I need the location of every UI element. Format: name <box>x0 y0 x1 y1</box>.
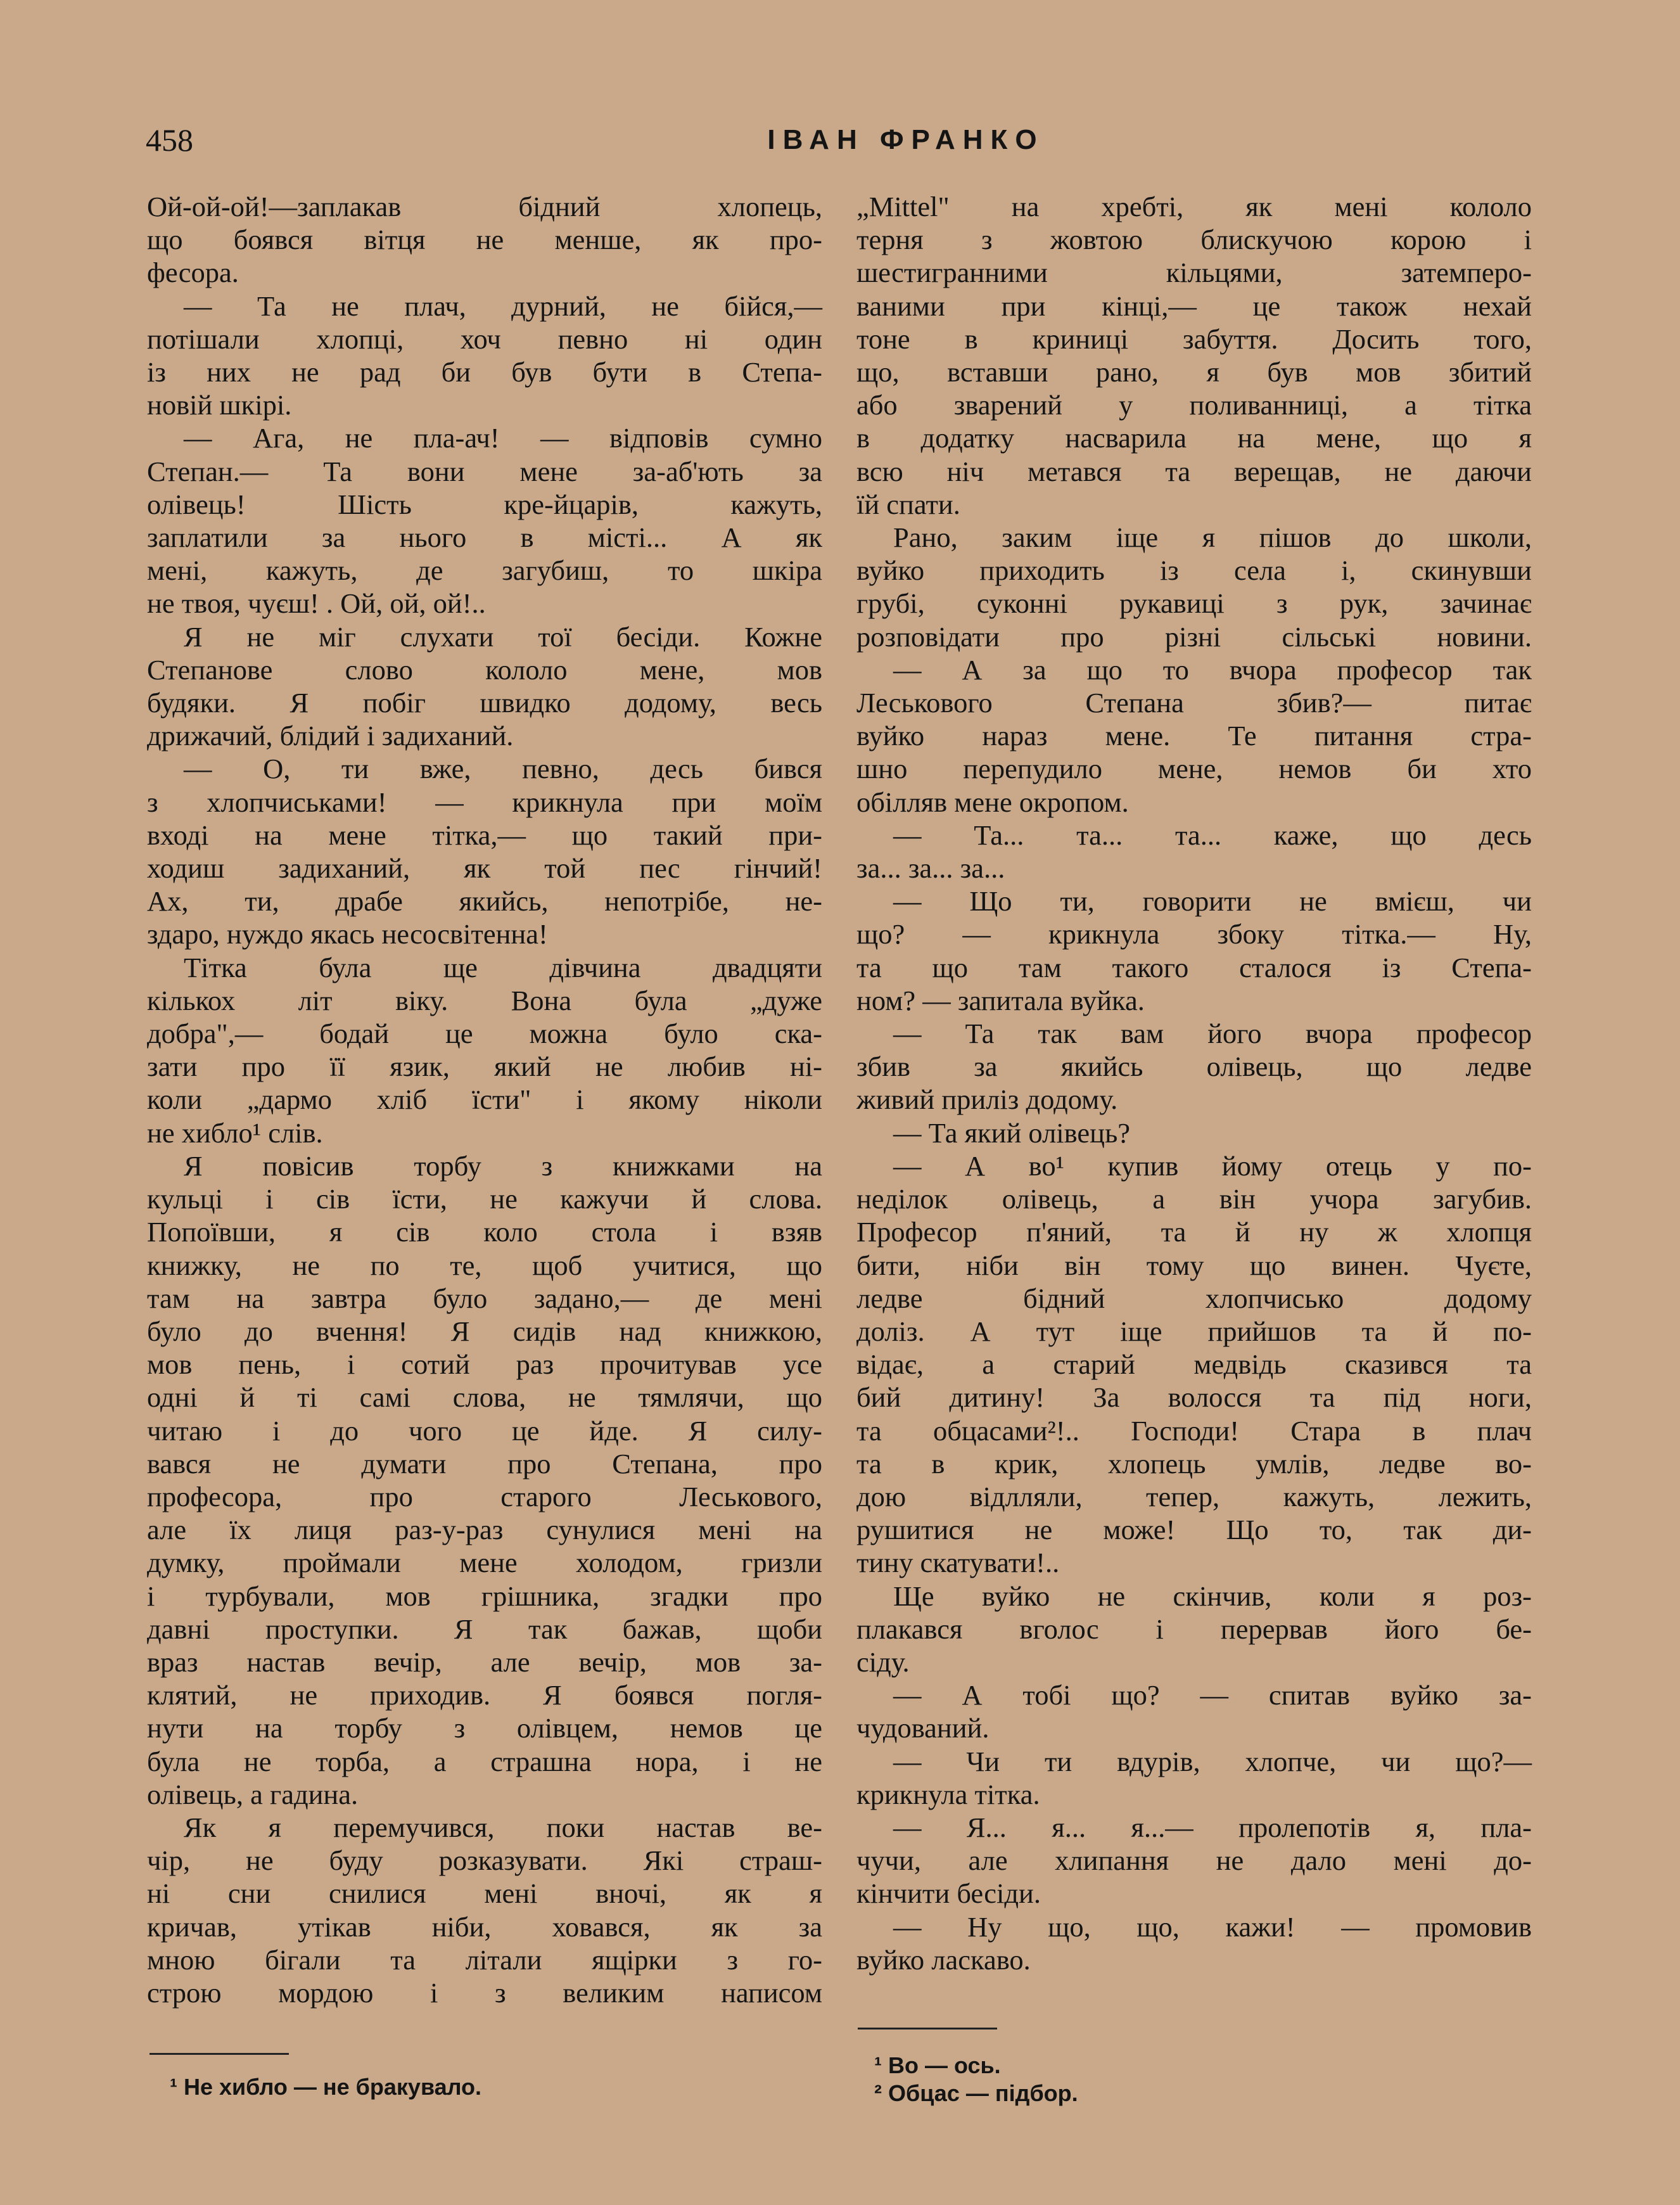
text-line: враз настав вечір, але вечір, мов за- <box>147 1646 822 1678</box>
text-line: і турбували, мов грішника, згадки про <box>147 1580 822 1612</box>
text-line: Ах, ти, драбе якийсь, непотрібе, не- <box>147 885 822 917</box>
text-line: Попоївши, я сів коло стола і взяв <box>147 1216 822 1248</box>
text-line: — О, ти вже, певно, десь бився <box>184 753 822 785</box>
text-line: терня з жовтою блискучою корою і <box>856 224 1532 256</box>
text-line: та в крик, хлопець умлів, ледве во- <box>856 1447 1532 1480</box>
text-line: сіду. <box>856 1646 910 1678</box>
text-line: крикнула тітка. <box>856 1778 1040 1810</box>
text-line: не твоя, чуєш! . Ой, ой, ой!.. <box>147 587 486 620</box>
text-line: що? — крикнула збоку тітка.— Ну, <box>856 918 1532 950</box>
text-line: доліз. А тут іще прийшов та й по- <box>856 1315 1532 1347</box>
text-line: одні й ті самі слова, не тямлячи, що <box>147 1381 822 1414</box>
text-line: вуйко приходить із села і, скинувши <box>856 554 1532 587</box>
text-line: — А за що то вчора професор так <box>893 653 1532 686</box>
text-line: професора, про старого Леськового, <box>147 1480 822 1512</box>
text-line: відає, а старий медвідь сказився та <box>856 1348 1532 1381</box>
footnote-right-1: ¹ Во — ось. <box>874 2052 1001 2078</box>
text-line: всю ніч метався та верещав, не даючи <box>856 455 1532 487</box>
text-line: або зварений у поливанниці, а тітка <box>856 389 1532 421</box>
text-line: чучи, але хлипання не дало мені до- <box>856 1844 1532 1877</box>
text-line: — Та який олівець? <box>893 1116 1131 1149</box>
text-line: що боявся вітця не менше, як про- <box>147 224 822 256</box>
text-line: думку, проймали мене холодом, гризли <box>147 1547 822 1579</box>
text-line: шестигранними кільцями, затемпеpo- <box>856 257 1532 289</box>
page-number: 458 <box>146 122 193 158</box>
text-line: живий приліз додому. <box>856 1083 1118 1116</box>
text-line: та що там такого сталося із Степа- <box>856 951 1532 983</box>
text-line: — Та так вам його вчора професор <box>893 1018 1532 1050</box>
text-line: кінчити бесіди. <box>856 1877 1041 1910</box>
footnote-rule-left <box>150 2053 289 2055</box>
text-line: бити, ніби він тому що винен. Чуєте, <box>856 1249 1532 1281</box>
text-line: олівець! Шість кре-йцарів, кажуть, <box>147 488 822 520</box>
text-line: мов пень, і сотий раз прочитував усе <box>147 1348 822 1381</box>
text-line: добра",— бодай це можна було ска- <box>147 1018 822 1050</box>
page-header <box>146 122 1539 166</box>
text-line: олівець, а гадина. <box>147 1778 359 1810</box>
text-line: вуйко ласкаво. <box>856 1943 1031 1976</box>
text-line: мною бігали та літали ящірки з го- <box>147 1943 822 1976</box>
text-line: Степанове слово кололо мене, мов <box>147 653 822 686</box>
text-line: мені, кажуть, де загубиш, то шкіра <box>147 554 822 587</box>
text-line: тину скатувати!.. <box>856 1547 1060 1579</box>
text-line: Ой-ой-ой!—заплакав бідний хлопець, <box>147 191 822 222</box>
text-line: кричав, утікав ніби, ховався, як за <box>147 1910 822 1943</box>
text-line: будяки. Я побіг швидко додому, весь <box>147 687 822 719</box>
text-line: там на завтра було задано,— де мені <box>147 1282 822 1314</box>
text-line: в додатку насварила на мене, що я <box>856 422 1532 454</box>
text-line: книжку, не по те, щоб учитися, що <box>147 1249 822 1281</box>
text-line: ном? — запитала вуйка. <box>856 984 1145 1016</box>
text-line: грубі, суконні рукавиці з рук, зачинає <box>856 587 1532 620</box>
text-line: була не торба, а страшна нора, і не <box>147 1745 822 1777</box>
text-line: „Mittel" на хребті, як мені кололо <box>856 191 1532 222</box>
text-line: кульці і сів їсти, не кажучи й слова. <box>147 1183 822 1215</box>
text-line: — Та не плач, дурний, не бійся,— <box>184 290 822 322</box>
text-line: не хибло¹ слів. <box>147 1116 323 1149</box>
text-line: збив за якийсь олівець, що ледве <box>856 1051 1532 1083</box>
text-line: здаро, нуждо якась несосвітенна! <box>147 918 548 950</box>
text-line: дою відлляли, тепер, кажуть, лежить, <box>856 1480 1532 1512</box>
text-line: Ще вуйко не скінчив, коли я роз- <box>893 1580 1532 1612</box>
text-line: вуйко нараз мене. Те питання стра- <box>856 720 1532 752</box>
text-line: кількох літ віку. Вона була „дуже <box>147 984 822 1016</box>
text-line: коли „дармо хліб їсти" і якому ніколи <box>147 1083 822 1116</box>
text-line: строю мордою і з великим написом <box>147 1976 822 2009</box>
text-line: ні сни снилися мені вночі, як я <box>147 1877 822 1910</box>
text-line: Леськового Степана збив?— питає <box>856 687 1532 719</box>
text-line: ваними при кінці,— це також нехай <box>856 290 1532 322</box>
footnote-rule-right <box>858 2028 997 2029</box>
text-line: Професор п'яний, та й ну ж хлопця <box>856 1216 1532 1248</box>
text-line: — А во¹ купив йому отець у по- <box>893 1149 1532 1182</box>
text-line: тоне в криниці забуття. Досить того, <box>856 323 1532 355</box>
text-line: заплатили за нього в місті... А як <box>147 521 822 554</box>
text-line: дрижачий, блідий і задиханий. <box>147 720 514 752</box>
text-line: неділок олівець, а він учора загубив. <box>856 1183 1532 1215</box>
text-line: клятий, не приходив. Я боявся погля- <box>147 1679 822 1711</box>
text-line: чір, не буду розказувати. Які страш- <box>147 1844 822 1877</box>
text-line: було до вчення! Я сидів над книжкою, <box>147 1315 822 1347</box>
text-line: ходиш задиханий, як той пес гінчий! <box>147 852 822 885</box>
text-line: — Чи ти вдурів, хлопче, чи що?— <box>893 1745 1532 1777</box>
text-line: читаю і до чого це йде. Я силу- <box>147 1414 822 1447</box>
text-line: та обцасами²!.. Господи! Стара в плач <box>856 1414 1532 1447</box>
text-line: Я не міг слухати тої бесіди. Кожне <box>184 620 822 653</box>
text-line: вався не думати про Степана, про <box>147 1447 822 1480</box>
text-line: за... за... за... <box>856 852 1005 885</box>
footnote-right-2: ² Обцас — підбор. <box>874 2080 1078 2106</box>
text-line: розповідати про різні сільські новини. <box>856 620 1532 653</box>
text-line: Рано, заким іще я пішов до школи, <box>893 521 1532 554</box>
left-text-column <box>147 190 822 2009</box>
text-line: — Що ти, говорити не вмієш, чи <box>893 885 1532 917</box>
text-line: вході на мене тітка,— що такий при- <box>147 819 822 851</box>
text-line: рушитися не може! Що то, так ди- <box>856 1514 1532 1546</box>
text-line: бий дитину! За волосся та під ноги, <box>856 1381 1532 1414</box>
text-line: але їх лиця раз-у-раз сунулися мені на <box>147 1514 822 1546</box>
text-line: — Ага, не пла-ач! — відповів сумно <box>184 422 822 454</box>
text-line: новій шкірі. <box>147 389 292 421</box>
text-line: зати про її язик, який не любив ні- <box>147 1051 822 1083</box>
text-line: Тітка була ще дівчина двадцяти <box>184 951 822 983</box>
text-line: — Я... я... я...— пролепотів я, пла- <box>893 1811 1532 1843</box>
text-line: плакався вголос і перервав його бе- <box>856 1613 1532 1645</box>
text-line: з хлопчиськами! — крикнула при моїм <box>147 786 822 818</box>
text-line: нути на торбу з олівцем, немов це <box>147 1712 822 1744</box>
text-line: — Ну що, що, кажи! — промовив <box>893 1910 1532 1943</box>
text-line: давні проступки. Я так бажав, щоби <box>147 1613 822 1645</box>
right-text-column <box>856 190 1532 1976</box>
running-title: ІВАН ФРАНКО <box>767 124 1045 155</box>
text-line: із них не рад би був бути в Степа- <box>147 356 822 388</box>
text-line: що, вставши рано, я був мов збитий <box>856 356 1532 388</box>
text-line: чудований. <box>856 1712 990 1744</box>
text-line: фесора. <box>147 257 239 289</box>
text-line: Я повісив торбу з книжками на <box>184 1149 822 1182</box>
text-line: шно перепудило мене, немов би хто <box>856 753 1532 785</box>
text-line: — А тобі що? — спитав вуйко за- <box>893 1679 1532 1711</box>
text-line: ледве бідний хлопчисько додому <box>856 1282 1532 1314</box>
text-line: Степан.— Та вони мене за-аб'ють за <box>147 455 822 487</box>
text-line: обілляв мене окропом. <box>856 786 1129 818</box>
text-line: потішали хлопці, хоч певно ні один <box>147 323 822 355</box>
footnote-left-1: ¹ Не хибло — не бракувало. <box>170 2074 482 2100</box>
text-line: Як я перемучився, поки настав ве- <box>184 1811 822 1843</box>
text-line: їй спати. <box>856 488 960 520</box>
text-line: — Та... та... та... каже, що десь <box>893 819 1532 851</box>
